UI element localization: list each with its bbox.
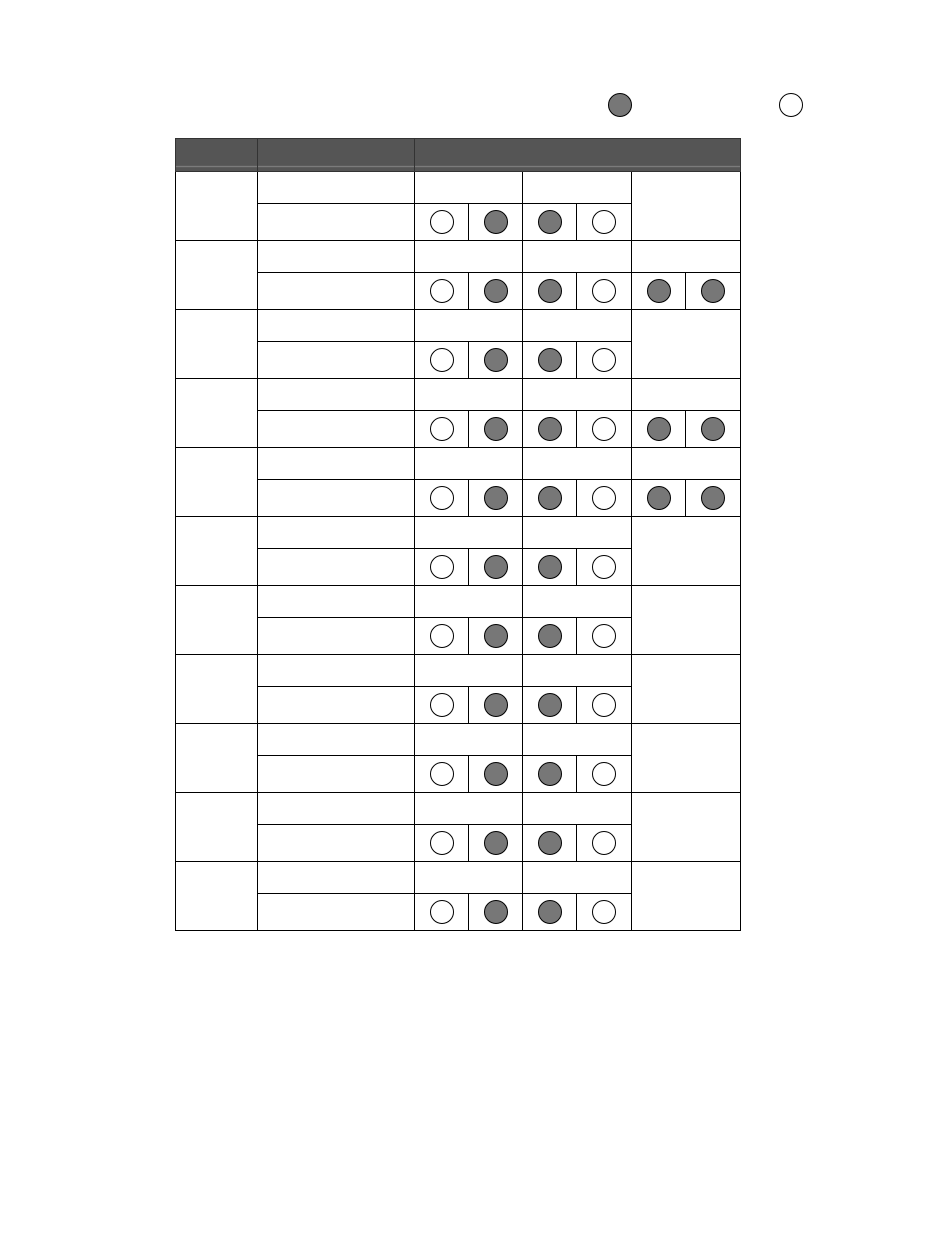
row-group-label — [176, 724, 258, 793]
dot-cell — [469, 342, 523, 379]
filled-circle-icon — [538, 417, 562, 441]
empty-circle-icon — [592, 624, 616, 648]
empty-circle-icon — [430, 555, 454, 579]
value-cell — [632, 655, 741, 724]
value-cell — [523, 172, 632, 204]
dot-cell — [523, 825, 577, 862]
dot-cell — [577, 756, 632, 793]
dot-cell — [523, 342, 577, 379]
row-label-bottom — [258, 825, 415, 862]
value-cell — [523, 655, 632, 687]
filled-circle-icon — [484, 555, 508, 579]
filled-circle-icon — [647, 417, 671, 441]
header-cell-3 — [415, 139, 741, 172]
table-row — [176, 724, 741, 756]
value-cell — [632, 862, 741, 931]
filled-circle-icon — [484, 762, 508, 786]
dot-cell — [686, 273, 741, 310]
dot-cell — [469, 756, 523, 793]
row-label-bottom — [258, 342, 415, 379]
dot-cell — [523, 411, 577, 448]
empty-circle-icon — [592, 417, 616, 441]
dot-cell — [415, 756, 469, 793]
value-cell — [415, 172, 523, 204]
row-label-bottom — [258, 756, 415, 793]
empty-circle-icon — [592, 762, 616, 786]
value-cell — [415, 379, 523, 411]
filled-circle-icon — [538, 279, 562, 303]
filled-circle-icon — [484, 348, 508, 372]
row-label-top — [258, 310, 415, 342]
empty-circle-icon — [592, 348, 616, 372]
table-row — [176, 655, 741, 687]
empty-circle-icon — [592, 900, 616, 924]
dot-cell — [686, 480, 741, 517]
filled-circle-icon — [538, 900, 562, 924]
dot-cell — [469, 825, 523, 862]
dot-cell — [415, 273, 469, 310]
dot-cell — [523, 756, 577, 793]
dot-cell — [415, 894, 469, 931]
dot-cell — [577, 411, 632, 448]
filled-circle-icon — [538, 762, 562, 786]
value-cell — [632, 241, 741, 273]
table-row — [176, 310, 741, 342]
table-row — [176, 241, 741, 273]
dot-cell — [577, 204, 632, 241]
value-cell — [415, 724, 523, 756]
empty-circle-icon — [430, 210, 454, 234]
row-group-label — [176, 655, 258, 724]
table-row — [176, 586, 741, 618]
header-cell-2 — [258, 139, 415, 172]
row-label-bottom — [258, 687, 415, 724]
value-cell — [632, 793, 741, 862]
value-cell — [415, 310, 523, 342]
filled-circle-icon — [647, 486, 671, 510]
row-label-top — [258, 655, 415, 687]
dot-cell — [469, 687, 523, 724]
table-row — [176, 448, 741, 480]
value-cell — [632, 310, 741, 379]
filled-circle-icon — [538, 486, 562, 510]
dot-cell — [577, 825, 632, 862]
table-row — [176, 172, 741, 204]
dot-cell — [415, 687, 469, 724]
empty-circle-icon — [430, 624, 454, 648]
value-cell — [632, 172, 741, 241]
dot-cell — [523, 687, 577, 724]
filled-circle-icon — [647, 279, 671, 303]
empty-circle-icon — [430, 279, 454, 303]
dot-cell — [415, 411, 469, 448]
row-label-bottom — [258, 549, 415, 586]
dot-cell — [415, 825, 469, 862]
empty-circle-icon — [430, 417, 454, 441]
dot-cell — [577, 894, 632, 931]
compatibility-table — [175, 138, 741, 931]
value-cell — [523, 724, 632, 756]
row-group-label — [176, 172, 258, 241]
filled-circle-icon — [484, 210, 508, 234]
value-cell — [415, 586, 523, 618]
legend-empty-circle-icon — [779, 93, 803, 117]
dot-cell — [469, 549, 523, 586]
dot-cell — [469, 273, 523, 310]
value-cell — [523, 586, 632, 618]
table-row — [176, 480, 741, 517]
dot-cell — [523, 618, 577, 655]
filled-circle-icon — [484, 417, 508, 441]
value-cell — [415, 517, 523, 549]
dot-cell — [523, 273, 577, 310]
filled-circle-icon — [484, 693, 508, 717]
row-group-label — [176, 310, 258, 379]
filled-circle-icon — [538, 210, 562, 234]
dot-cell — [415, 549, 469, 586]
row-label-top — [258, 793, 415, 825]
row-group-label — [176, 241, 258, 310]
table-row — [176, 793, 741, 825]
value-cell — [523, 793, 632, 825]
row-label-top — [258, 517, 415, 549]
row-label-bottom — [258, 618, 415, 655]
row-group-label — [176, 517, 258, 586]
value-cell — [415, 241, 523, 273]
dot-cell — [632, 273, 686, 310]
dot-cell — [577, 687, 632, 724]
row-group-label — [176, 862, 258, 931]
table-header-row — [176, 139, 741, 172]
row-label-top — [258, 241, 415, 273]
row-label-top — [258, 862, 415, 894]
dot-cell — [577, 480, 632, 517]
value-cell — [632, 448, 741, 480]
value-cell — [523, 310, 632, 342]
row-label-top — [258, 172, 415, 204]
empty-circle-icon — [592, 486, 616, 510]
value-cell — [415, 862, 523, 894]
filled-circle-icon — [538, 831, 562, 855]
value-cell — [523, 379, 632, 411]
empty-circle-icon — [430, 486, 454, 510]
dot-cell — [469, 480, 523, 517]
row-label-bottom — [258, 894, 415, 931]
empty-circle-icon — [430, 693, 454, 717]
row-group-label — [176, 793, 258, 862]
empty-circle-icon — [592, 831, 616, 855]
value-cell — [523, 448, 632, 480]
dot-cell — [577, 273, 632, 310]
row-group-label — [176, 379, 258, 448]
filled-circle-icon — [701, 486, 725, 510]
table-row — [176, 862, 741, 894]
table-row — [176, 517, 741, 549]
dot-cell — [523, 894, 577, 931]
empty-circle-icon — [592, 693, 616, 717]
filled-circle-icon — [484, 900, 508, 924]
dot-cell — [469, 618, 523, 655]
row-label-bottom — [258, 273, 415, 310]
value-cell — [632, 724, 741, 793]
row-label-bottom — [258, 411, 415, 448]
dot-cell — [686, 411, 741, 448]
legend-filled-circle-icon — [608, 93, 632, 117]
row-label-top — [258, 379, 415, 411]
filled-circle-icon — [538, 555, 562, 579]
empty-circle-icon — [430, 762, 454, 786]
filled-circle-icon — [538, 624, 562, 648]
dot-cell — [469, 204, 523, 241]
dot-cell — [415, 480, 469, 517]
row-label-bottom — [258, 204, 415, 241]
dot-cell — [523, 204, 577, 241]
value-cell — [632, 379, 741, 411]
empty-circle-icon — [430, 348, 454, 372]
dot-cell — [577, 342, 632, 379]
dot-cell — [523, 480, 577, 517]
header-cell-1 — [176, 139, 258, 172]
dot-cell — [469, 411, 523, 448]
row-label-top — [258, 448, 415, 480]
value-cell — [415, 448, 523, 480]
value-cell — [523, 862, 632, 894]
empty-circle-icon — [592, 279, 616, 303]
empty-circle-icon — [592, 555, 616, 579]
value-cell — [632, 517, 741, 586]
value-cell — [523, 517, 632, 549]
filled-circle-icon — [538, 348, 562, 372]
dot-cell — [577, 549, 632, 586]
filled-circle-icon — [484, 486, 508, 510]
empty-circle-icon — [592, 210, 616, 234]
row-label-top — [258, 724, 415, 756]
row-group-label — [176, 586, 258, 655]
value-cell — [415, 655, 523, 687]
table-row — [176, 273, 741, 310]
empty-circle-icon — [430, 831, 454, 855]
filled-circle-icon — [484, 624, 508, 648]
row-label-top — [258, 586, 415, 618]
row-label-bottom — [258, 480, 415, 517]
dot-cell — [469, 894, 523, 931]
empty-circle-icon — [430, 900, 454, 924]
filled-circle-icon — [701, 279, 725, 303]
dot-cell — [632, 411, 686, 448]
dot-cell — [577, 618, 632, 655]
value-cell — [523, 241, 632, 273]
value-cell — [632, 586, 741, 655]
filled-circle-icon — [538, 693, 562, 717]
value-cell — [415, 793, 523, 825]
dot-cell — [415, 618, 469, 655]
dot-cell — [415, 204, 469, 241]
filled-circle-icon — [484, 279, 508, 303]
filled-circle-icon — [701, 417, 725, 441]
table-row — [176, 379, 741, 411]
table-row — [176, 411, 741, 448]
row-group-label — [176, 448, 258, 517]
dot-cell — [415, 342, 469, 379]
dot-cell — [523, 549, 577, 586]
filled-circle-icon — [484, 831, 508, 855]
dot-cell — [632, 480, 686, 517]
